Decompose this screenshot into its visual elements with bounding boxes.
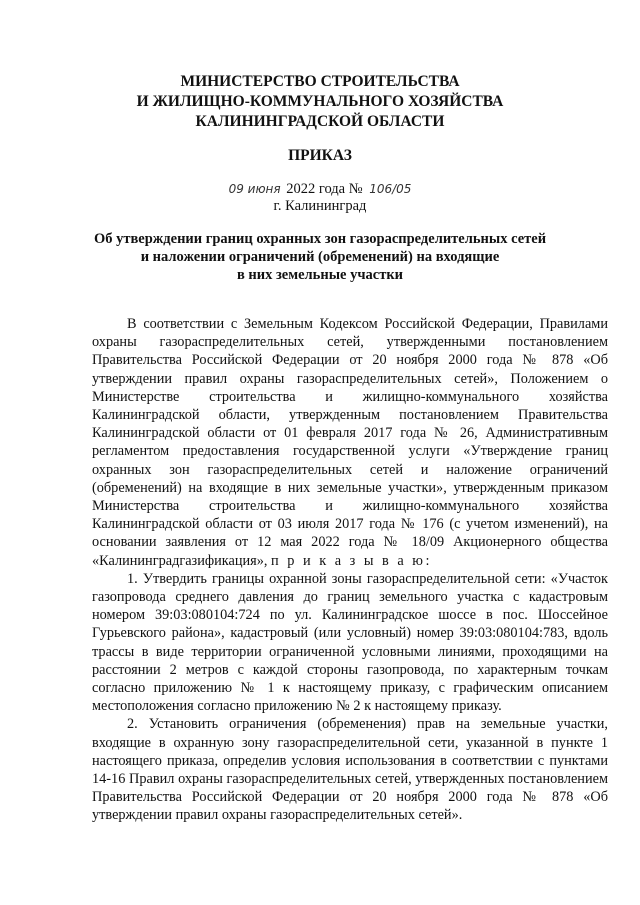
order-year-label: 2022 года № [286, 181, 363, 197]
ministry-header-line-2: И ЖИЛИЩНО-КОММУНАЛЬНОГО ХОЗЯЙСТВА [136, 93, 504, 110]
ministry-header [0, 72, 640, 132]
order-subject [0, 230, 640, 284]
preamble-text: В соответствии с Земельным Кодексом Российской Федерации, Правилами охраны газораспределительных сетей, утвержденными постановлением Правительства Российской Федерации от 20 ноября 2000 года № 878 «Об утверждении правил охраны газораспределительных сетей», Положением о Министерстве строительства и жилищно-коммунального хозяйства Калининградской области, утвержденным постановлением Правительства Калининградской области от 01 февраля 2017 года № 26, Административным регламентом предоставления государственной услуги «Утверждение границ охранных зон газораспределительных сетей и наложение ограничений (обременений) на входящие в них земельные участки», утвержденным приказом Министерства строительства и жилищно-коммунального хозяйства Калининградской области от 03 июля 2017 года № 176 (с учетом изменений), на основании заявления от 12 мая 2022 года № 18/09 Акционерного общества «Калининградгазификация», [92, 316, 608, 569]
order-command: п р и к а з ы в а ю: [271, 552, 432, 569]
ministry-header-line-1: МИНИСТЕРСТВО СТРОИТЕЛЬСТВА [180, 73, 460, 90]
order-body [92, 315, 608, 825]
order-subject-line-2: и наложении ограничений (обременений) на входящие [140, 249, 500, 265]
order-subject-line-1: Об утверждении границ охранных зон газораспределительных сетей [93, 231, 547, 247]
order-item-1: 1. Утвердить границы охранной зоны газораспределительной сети: «Участок газопровода среднего давления до границ земельного участка с кадастровым номером 39:03:080104:724 по ул. Калининградское шоссе в пос. Шоссейное Гурьевского района», кадастровый (или условный) номер 39:03:080104:783, вдоль трассы в виде территории ограниченной условными линиями, проходящими на расстоянии 2 метров с каждой стороны газопровода, по характерным точкам согласно приложению № 1 к настоящему приказу, с графическим описанием местоположения согласно приложению № 2 к настоящему приказу. [92, 570, 608, 715]
handwritten-order-number: 106/05 [369, 182, 412, 196]
order-title: ПРИКАЗ [288, 147, 352, 164]
preamble-paragraph [92, 315, 608, 570]
order-city: г. Калининград [273, 198, 367, 214]
order-item-2: 2. Установить ограничения (обременения) прав на земельные участки, входящие в охранную зону газораспределительной сети, указанной в пункте 1 настоящего приказа, определив условия использования в соответствии с пунктами 14-16 Правил охраны газораспределительных сетей, утвержденных постановлением Правительства Российской Федерации от 20 ноября 2000 года № 878 «Об утверждении правил охраны газораспределительных сетей». [92, 716, 608, 824]
ministry-header-line-3: КАЛИНИНГРАДСКОЙ ОБЛАСТИ [195, 113, 445, 130]
order-subject-line-3: в них земельные участки [236, 267, 404, 283]
handwritten-date: 09 июня [228, 182, 281, 196]
order-date-line [0, 180, 640, 198]
